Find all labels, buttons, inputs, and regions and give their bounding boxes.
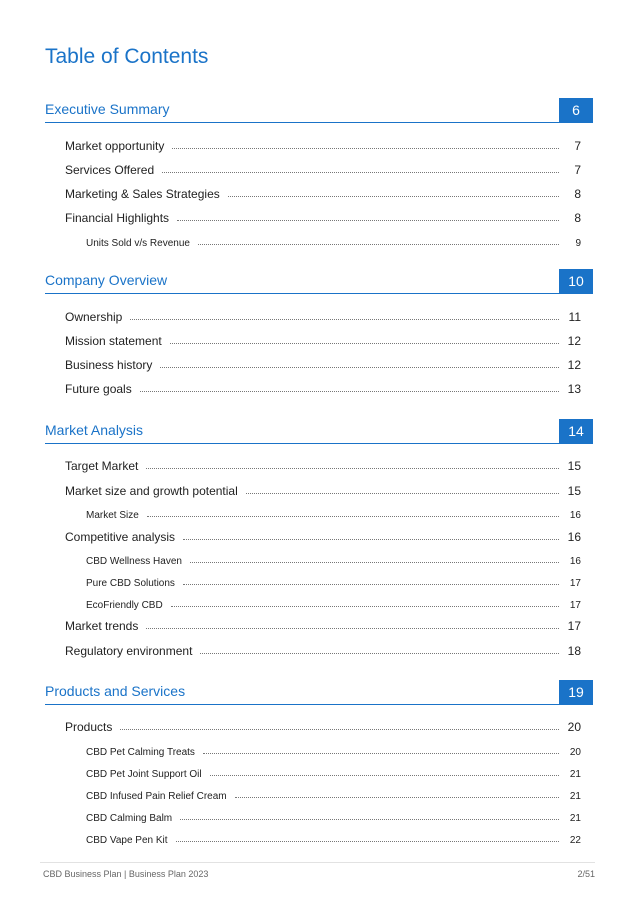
dot-leader: [176, 840, 559, 842]
toc-entry-page: 21: [569, 813, 581, 824]
section-label: Market Analysis: [45, 422, 144, 438]
toc-entry-label: Services Offered: [65, 163, 155, 177]
toc-entry-label: Regulatory environment: [65, 644, 193, 658]
dot-leader: [171, 605, 559, 607]
dot-leader: [203, 752, 559, 754]
dot-leader: [235, 796, 559, 798]
dot-leader: [190, 561, 559, 563]
page-title: Table of Contents: [45, 45, 209, 68]
dot-leader: [198, 243, 559, 245]
toc-entry-label: Future goals: [65, 382, 132, 396]
section-page-badge: 14: [559, 419, 593, 443]
toc-entry-page: 13: [567, 382, 581, 396]
toc-entry-label: Products: [65, 720, 113, 734]
dot-leader: [170, 342, 559, 344]
section-header-executive-summary[interactable]: [45, 98, 593, 123]
toc-subentry-ecofriendly-cbd[interactable]: [86, 593, 581, 611]
dot-leader: [146, 467, 559, 469]
toc-entry-label: Financial Highlights: [65, 211, 170, 225]
dot-leader: [120, 728, 559, 730]
toc-subentry-market-size[interactable]: [86, 503, 581, 521]
section-page-badge: 19: [559, 680, 593, 704]
dot-leader: [146, 627, 559, 629]
section-header-company-overview[interactable]: [45, 269, 593, 294]
dot-leader: [183, 538, 559, 540]
toc-entry-page: 18: [567, 644, 581, 658]
toc-entry-page: 16: [569, 556, 581, 567]
toc-entry-page: 22: [569, 835, 581, 846]
toc-entry-services-offered[interactable]: [65, 159, 581, 177]
toc-entry-page: 21: [569, 791, 581, 802]
toc-entry-label: CBD Pet Joint Support Oil: [86, 769, 202, 780]
toc-entry-label: Market Size: [86, 510, 139, 521]
toc-entry-page: 20: [567, 720, 581, 734]
toc-entry-page: 8: [574, 211, 581, 225]
section-page-badge: 10: [559, 269, 593, 293]
section-label: Executive Summary: [45, 101, 170, 117]
section-label: Products and Services: [45, 683, 186, 699]
toc-entry-page: 11: [568, 310, 581, 324]
toc-entry-regulatory-environment[interactable]: [65, 640, 581, 658]
toc-entry-page: 20: [569, 747, 581, 758]
toc-entry-business-history[interactable]: [65, 354, 581, 372]
toc-entry-page: 12: [567, 334, 581, 348]
toc-entry-page: 7: [574, 163, 581, 177]
dot-leader: [210, 774, 559, 776]
toc-subentry-pet-joint-support-oil[interactable]: [86, 762, 581, 780]
toc-entry-marketing-sales-strategies[interactable]: [65, 183, 581, 201]
toc-entry-label: Target Market: [65, 459, 139, 473]
toc-subentry-pain-relief-cream[interactable]: [86, 784, 581, 802]
toc-entry-page: 9: [575, 238, 581, 249]
toc-entry-label: Mission statement: [65, 334, 162, 348]
toc-entry-financial-highlights[interactable]: [65, 207, 581, 225]
toc-entry-page: 15: [567, 484, 581, 498]
footer-document-title: CBD Business Plan | Business Plan 2023: [43, 869, 209, 879]
toc-entry-page: 16: [569, 510, 581, 521]
toc-entry-page: 15: [567, 459, 581, 473]
toc-entry-page: 8: [574, 187, 581, 201]
dot-leader: [183, 583, 559, 585]
dot-leader: [200, 652, 559, 654]
toc-subentry-vape-pen-kit[interactable]: [86, 828, 581, 846]
toc-entry-page: 12: [567, 358, 581, 372]
toc-entry-products[interactable]: [65, 716, 581, 734]
toc-entry-label: Ownership: [65, 310, 123, 324]
toc-entry-label: CBD Infused Pain Relief Cream: [86, 791, 227, 802]
toc-entry-target-market[interactable]: [65, 455, 581, 473]
dot-leader: [172, 147, 559, 149]
toc-entry-mission-statement[interactable]: [65, 330, 581, 348]
toc-entry-label: Competitive analysis: [65, 530, 176, 544]
toc-entry-label: CBD Wellness Haven: [86, 556, 182, 567]
dot-leader: [246, 492, 559, 494]
toc-entry-label: Market size and growth potential: [65, 484, 238, 498]
section-header-products-services[interactable]: [45, 680, 593, 705]
toc-entry-page: 17: [569, 600, 581, 611]
toc-subentry-cbd-wellness-haven[interactable]: [86, 549, 581, 567]
toc-subentry-pet-calming-treats[interactable]: [86, 740, 581, 758]
toc-entry-page: 21: [569, 769, 581, 780]
toc-subentry-units-sold-revenue[interactable]: [86, 231, 581, 249]
dot-leader: [147, 515, 559, 517]
toc-entry-market-trends[interactable]: [65, 615, 581, 633]
dot-leader: [228, 195, 559, 197]
toc-entry-market-size-growth[interactable]: [65, 480, 581, 498]
section-page-badge: 6: [559, 98, 593, 122]
toc-entry-future-goals[interactable]: [65, 378, 581, 396]
toc-entry-label: Business history: [65, 358, 153, 372]
toc-entry-page: 7: [574, 139, 581, 153]
footer-page-number: 2/51: [577, 869, 595, 879]
toc-entry-ownership[interactable]: [65, 306, 581, 324]
toc-entry-competitive-analysis[interactable]: [65, 526, 581, 544]
toc-entry-label: Units Sold v/s Revenue: [86, 238, 190, 249]
dot-leader: [130, 318, 559, 320]
toc-entry-label: CBD Calming Balm: [86, 813, 173, 824]
toc-entry-label: Market opportunity: [65, 139, 165, 153]
footer-divider: [40, 862, 595, 863]
toc-subentry-pure-cbd-solutions[interactable]: [86, 571, 581, 589]
toc-entry-label: Pure CBD Solutions: [86, 578, 175, 589]
toc-entry-page: 16: [567, 530, 581, 544]
toc-subentry-calming-balm[interactable]: [86, 806, 581, 824]
toc-entry-label: CBD Vape Pen Kit: [86, 835, 168, 846]
dot-leader: [177, 219, 559, 221]
dot-leader: [140, 390, 559, 392]
dot-leader: [160, 366, 559, 368]
toc-entry-page: 17: [569, 578, 581, 589]
toc-entry-market-opportunity[interactable]: [65, 135, 581, 153]
toc-entry-label: Market trends: [65, 619, 139, 633]
section-label: Company Overview: [45, 272, 168, 288]
section-header-market-analysis[interactable]: [45, 419, 593, 444]
dot-leader: [162, 171, 559, 173]
toc-entry-label: Marketing & Sales Strategies: [65, 187, 220, 201]
toc-entry-page: 17: [567, 619, 581, 633]
dot-leader: [180, 818, 559, 820]
toc-entry-label: EcoFriendly CBD: [86, 600, 163, 611]
toc-entry-label: CBD Pet Calming Treats: [86, 747, 195, 758]
